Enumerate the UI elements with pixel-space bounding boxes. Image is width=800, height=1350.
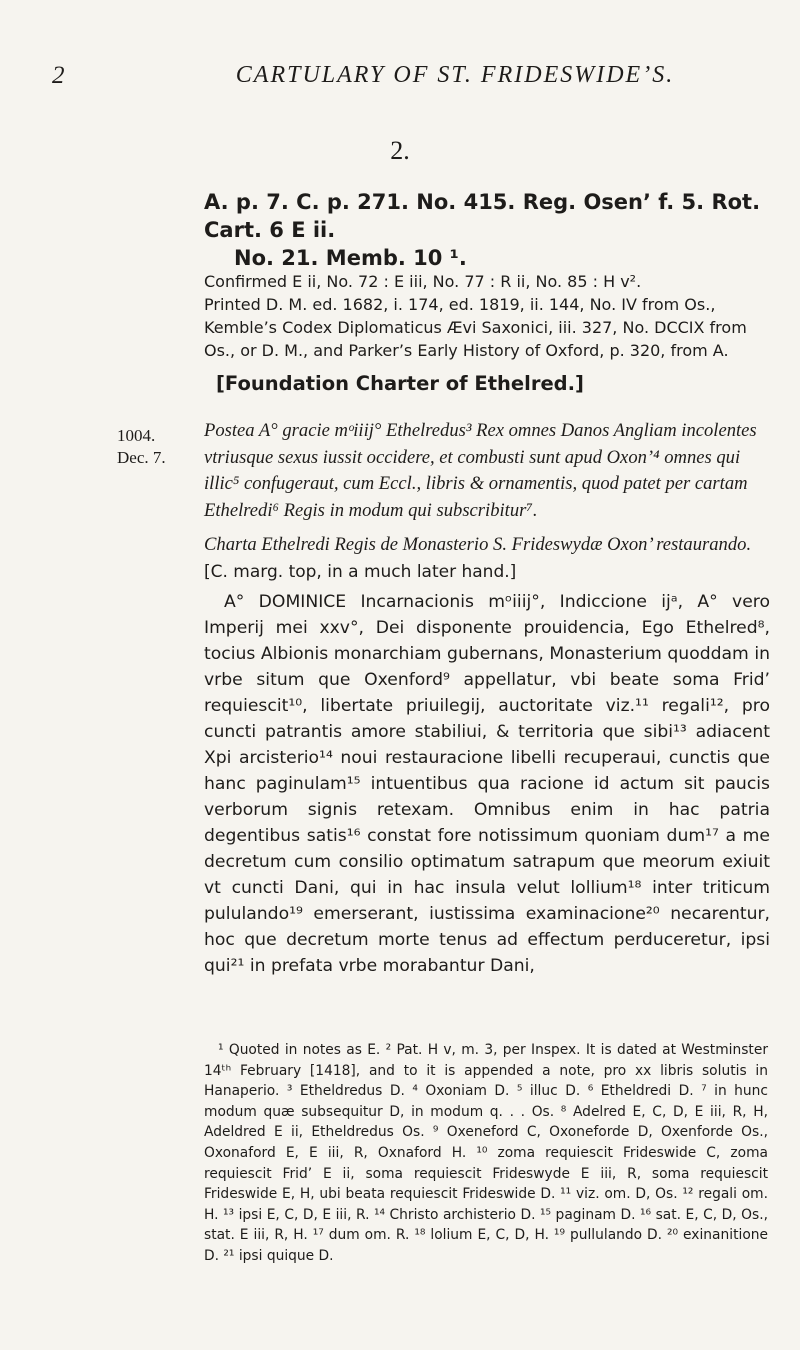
margin-year: 1004.: [117, 426, 156, 445]
footnotes: [204, 1040, 768, 1267]
rubric-title: Charta Ethelredi Regis de Monasterio S. Frideswydæ Oxon’ restaurando.: [204, 534, 752, 555]
charter-text: A° DOMINICE Incarnacionis mᵒiiij°, Indiccione ijᵃ, A° vero Imperij mei xxv°, Dei disponente prouidencia, Ego Ethelred⁸, tocius Albionis monarchiam gubernans, Monasterium quoddam in vrbe situm que Oxenford⁹ appellatur, vbi beate soma Frid’ requiescit¹⁰, libertate priuilegij, auctoritate viz.¹¹ regali¹², pro cuncti patrantis amore stabiliui, & territoria que sibi¹³ adiacent Xpi arcisterio¹⁴ noui restauracione libelli recuperaui, cunctis que hanc paginulam¹⁵ intuentibus qua racione id actum sit paucis verborum signis retexam. Omnibus enim in hac patria degentibus satis¹⁶ constat fore notissimum quoniam dum¹⁷ a me decretum cum consilio optimatum satrapum que meorum exiuit vt cuncti Dani, qui in hac insula velut lollium¹⁸ inter triticum pululando¹⁹ emerserant, iustissima examinacione²⁰ necarentur, hoc que decretum morte tenus ad effectum perduceretur, ipsi qui²¹ in prefata vrbe morabantur Dani,: [204, 592, 770, 976]
edition-notes: [204, 270, 764, 362]
margin-day: Dec. 7.: [117, 448, 166, 467]
running-head: [0, 62, 800, 102]
intro-paragraph: Postea A° gracie mᵒiiij° Ethelredus³ Rex omnes Danos Angliam incolentes vtriusque sexus iussit occidere, et combusti sunt apud Oxon’⁴ omnes qui illic⁵ confugeraut, cum Eccl., libris & ornamentis, quod patet per cartam Ethelredi⁶ Regis in modum qui subscribitur⁷.: [204, 420, 757, 521]
margin-date: [117, 425, 197, 469]
printed-line: Printed D. M. ed. 1682, i. 174, ed. 1819, ii. 144, No. IV from Os., Kemble’s Codex Diplomaticus Ævi Saxonici, iii. 327, No. DCCIX from Os., or D. M., and Parker’s Early History of Oxford, p. 320, from A.: [204, 295, 747, 360]
page-number: 2: [52, 62, 65, 89]
references-line-2: No. 21. Memb. 10 ¹.: [234, 246, 467, 270]
charter-body: [204, 418, 770, 979]
footnotes-text: ¹ Quoted in notes as E. ² Pat. H v, m. 3, per Inspex. It is dated at Westminster 14ᵗʰ February [1418], and to it is appended a note, pro xx libris solutis in Hanaperio. ³ Etheldredus D. ⁴ Oxoniam D. ⁵ illuc D. ⁶ Etheldredi D. ⁷ in hunc modum quæ subsequitur D, in modum q. . . Os. ⁸ Adelred E, C, D, E iii, R, H, Adeldred E ii, Etheldredus Os. ⁹ Oxeneford C, Oxoneforde D, Oxenforde Os., Oxonaford E, E iii, R, Oxnaford H. ¹⁰ zoma requiescit Frideswide C, zoma requiescit Frid’ E ii, soma requiescit Frideswyde E iii, R, soma requiescit Frideswide E, H, ubi beata requiescit Frideswide D. ¹¹ viz. om. D, Os. ¹² regali om. H. ¹³ ipsi E, C, D, E iii, R. ¹⁴ Christo archisterio D. ¹⁵ paginam D. ¹⁶ sat. E, C, D, Os., stat. E iii, R, H. ¹⁷ dum om. R. ¹⁸ lolium E, C, D, H. ¹⁹ pullulando D. ²⁰ exinanitione D. ²¹ ipsi quique D.: [204, 1042, 768, 1264]
manuscript-references: [204, 188, 774, 272]
running-title: CARTULARY OF ST. FRIDESWIDE’S.: [235, 62, 675, 88]
document-number: 2.: [390, 136, 410, 165]
confirmed-line: Confirmed E ii, No. 72 : E iii, No. 77 : R ii, No. 85 : H v².: [204, 272, 642, 291]
charter-heading: [Foundation Charter of Ethelred.]: [216, 372, 584, 395]
references-line-1: A. p. 7. C. p. 271. No. 415. Reg. Osen’ f. 5. Rot. Cart. 6 E ii.: [204, 190, 761, 242]
rubric-note: [C. marg. top, in a much later hand.]: [204, 561, 517, 582]
rubric-paragraph: [204, 532, 770, 585]
